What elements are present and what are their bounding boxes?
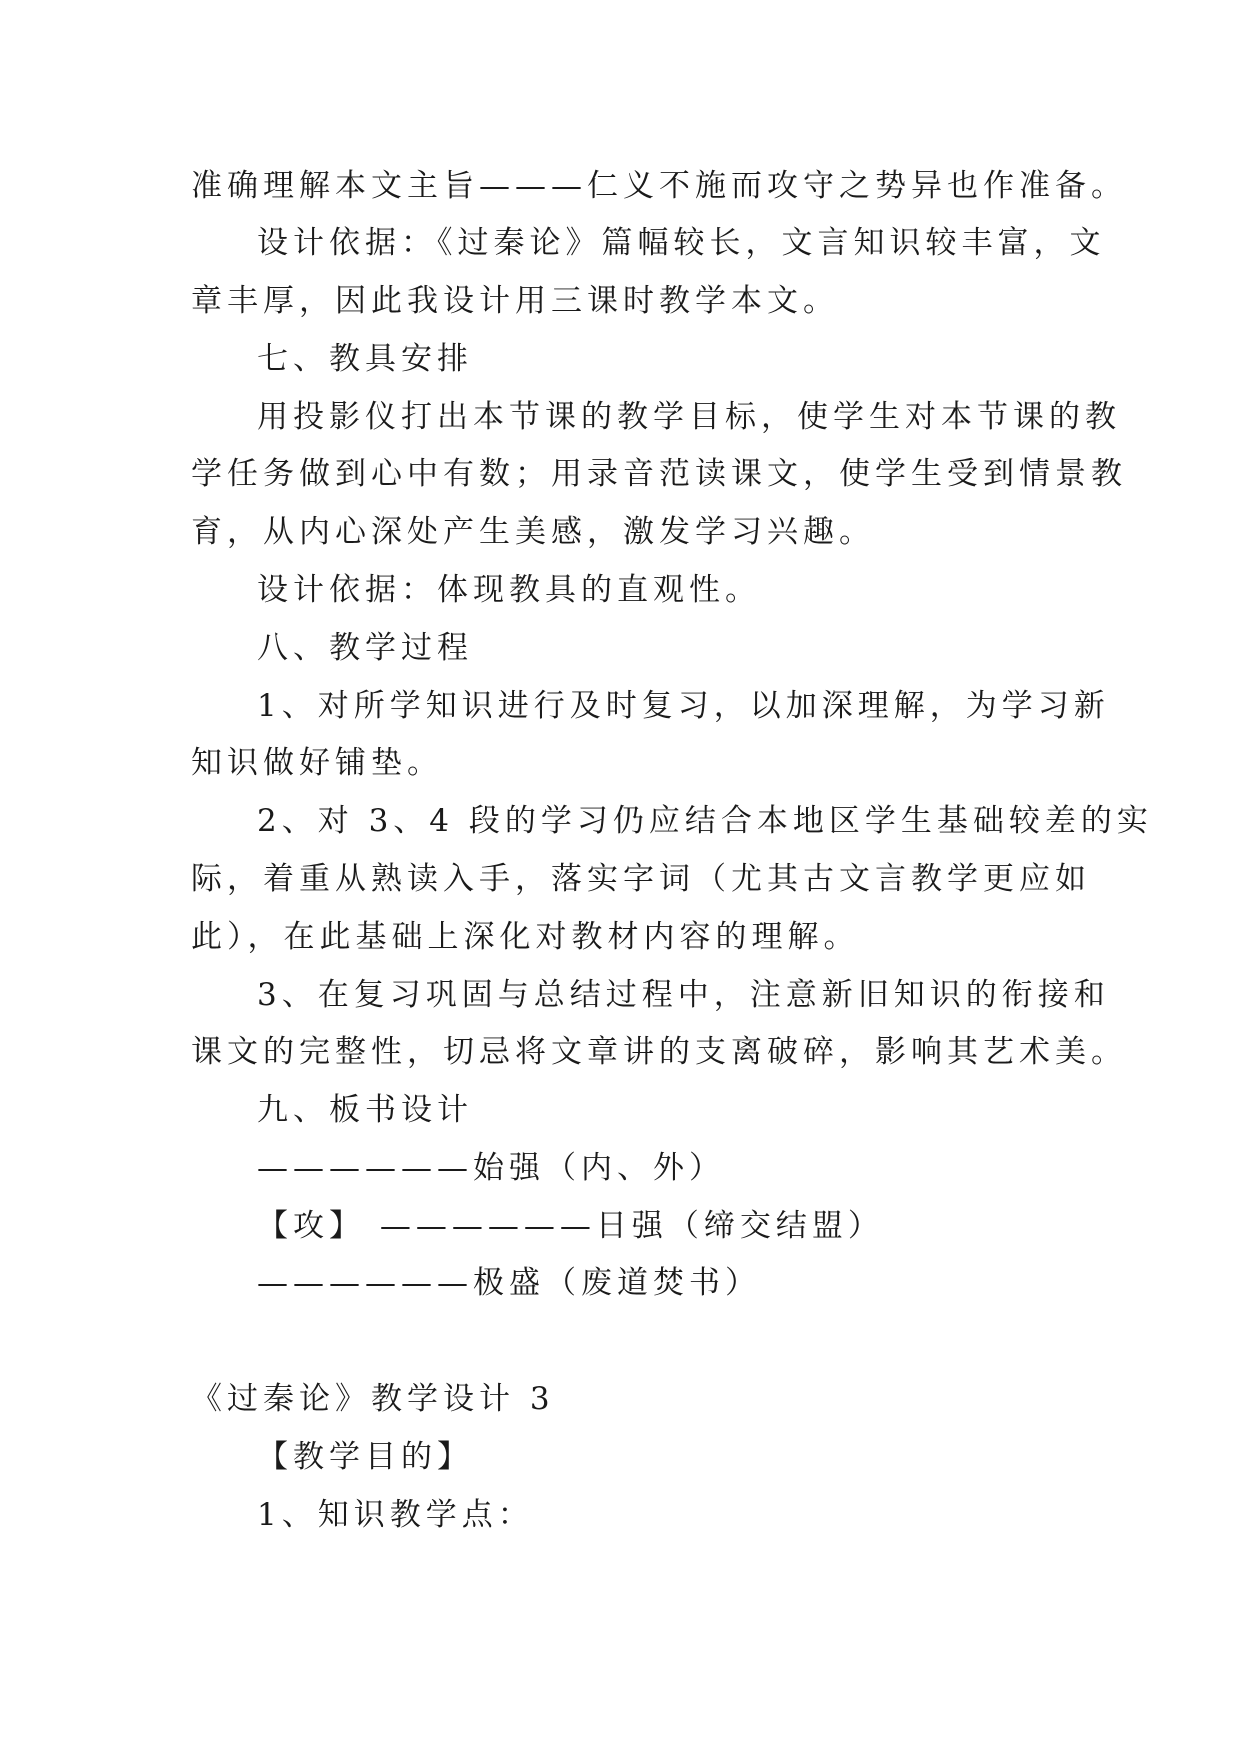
text-line: 1、知识教学点： xyxy=(257,1497,534,1533)
board-line: 【攻】 ——————日强（缔交结盟） xyxy=(257,1208,884,1244)
text-line: 课文的完整性，切忌将文章讲的支离破碎，影响其艺术美。 xyxy=(191,1034,1127,1070)
section-heading: 七、教具安排 xyxy=(257,341,473,377)
text-line: 3、在复习巩固与总结过程中，注意新旧知识的衔接和 xyxy=(257,977,1110,1013)
text-line: 准确理解本文主旨———仁义不施而攻守之势异也作准备。 xyxy=(191,168,1127,204)
section-heading: 九、板书设计 xyxy=(257,1092,473,1128)
section-heading: 【教学目的】 xyxy=(257,1439,473,1475)
text-line: 设计依据：《过秦论》篇幅较长，文言知识较丰富，文 xyxy=(257,225,1106,261)
text-line: 际，着重从熟读入手，落实字词（尤其古文言教学更应如 xyxy=(191,861,1091,897)
text-line: 章丰厚，因此我设计用三课时教学本文。 xyxy=(191,283,839,319)
text-line: 用投影仪打出本节课的教学目标，使学生对本节课的教 xyxy=(257,399,1121,435)
text-line: 2、对 3、4 段的学习仍应结合本地区学生基础较差的实 xyxy=(257,803,1153,839)
text-line: 学任务做到心中有数；用录音范读课文，使学生受到情景教 xyxy=(191,456,1127,492)
text-line: 育，从内心深处产生美感，激发学习兴趣。 xyxy=(191,514,875,550)
design-title: 《过秦论》教学设计 3 xyxy=(191,1381,555,1417)
section-heading: 八、教学过程 xyxy=(257,630,473,666)
text-line: 设计依据：体现教具的直观性。 xyxy=(257,572,761,608)
text-line: 知识做好铺垫。 xyxy=(191,745,443,781)
text-line: 此），在此基础上深化对教材内容的理解。 xyxy=(191,919,860,955)
board-line: ——————极盛（废道焚书） xyxy=(257,1265,761,1301)
text-line: 1、对所学知识进行及时复习，以加深理解，为学习新 xyxy=(257,688,1110,724)
board-line: ——————始强（内、外） xyxy=(257,1150,725,1186)
